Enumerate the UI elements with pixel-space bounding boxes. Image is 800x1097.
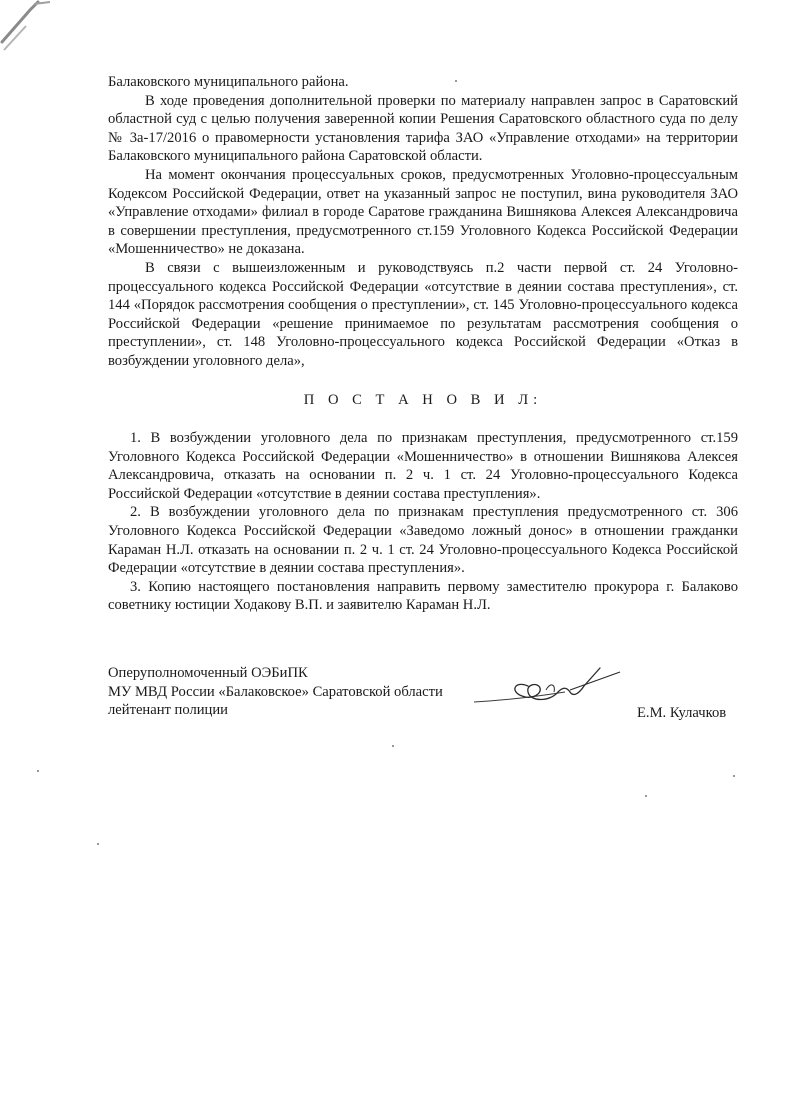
signer-position-line1: Оперуполномоченный ОЭБиПК (108, 665, 308, 681)
scan-speck (37, 770, 39, 772)
resolution-item: 3. Копию настоящего постановления направить первому заместителю прокурора г. Балаково советнику юстиции Ходакову В.П. и заявителю Караман Н.Л. (108, 578, 738, 614)
resolution-item: 1. В возбуждении уголовного дела по признакам преступления, предусмотренного ст.159 Уголовного Кодекса Российской Федерации «Мошенничество» в отношении Вишнякова Алексея Александровича, отказать на основании п. 2 ч. 1 ст. 24 Уголовно-процессуального Кодекса Российской Федерации «отсутствие в деянии состава преступления». (108, 430, 738, 502)
paragraph: Балаковского муниципального района. (108, 74, 349, 90)
scan-speck (97, 843, 99, 845)
handwritten-signature (470, 662, 640, 712)
scan-speck (392, 745, 394, 747)
paragraph: В ходе проведения дополнительной проверки по материалу направлен запрос в Саратовский областной суд с целью получения заверенной копии Решения Саратовского областного суда по делу № 3а-17/2016 о правомерности установления тарифа ЗАО «Управление отходами» на территории Балаковского муниципального района Саратовской области. (108, 92, 738, 165)
signer-rank: лейтенант полиции (108, 702, 228, 719)
scan-speck (455, 80, 457, 82)
signature-block (108, 664, 738, 720)
scan-speck (645, 795, 647, 797)
staple-mark-graphic (0, 0, 60, 70)
signer-name: Е.М. Кулачков (637, 705, 727, 721)
resolution-item: 2. В возбуждении уголовного дела по признакам преступления предусмотренного ст. 306 Уголовного Кодекса Российской Федерации «Заведомо ложный донос» в отношении гражданки Караман Н.Л. отказать на основании п. 2 ч. 1 ст. 24 Уголовно-процессуального Кодекса Российской Федерации «отсутствие в деянии состава преступления». (108, 504, 738, 577)
paragraph: На момент окончания процессуальных сроков, предусмотренных Уголовно-процессуальным Кодексом Российской Федерации, ответ на указанный запрос не поступил, вина руководителя ЗАО «Управление отходами» филиал в городе Саратове гражданина Вишнякова Алексея Александровича в совершении преступления, предусмотренного ст.159 Уголовного Кодекса Российской Федерации «Мошенничество» не доказана. (108, 166, 738, 258)
signer-position-line2: МУ МВД России «Балаковское» Саратовской области (108, 683, 443, 700)
scan-speck (733, 775, 735, 777)
document-body (108, 73, 738, 615)
paragraph: В связи с вышеизложенным и руководствуясь п.2 части первой ст. 24 Уголовно-процессуального кодекса Российской Федерации «отсутствие в деянии состава преступления», ст. 144 «Порядок рассмотрения сообщения о преступлении», ст. 145 Уголовно-процессуального кодекса Российской Федерации «решение принимаемое по результатам рассмотрения сообщения о преступлении», ст. 148 Уголовно-процессуального кодекса Российской Федерации «Отказ в возбуждении уголовного дела», (108, 259, 738, 369)
resolution-heading: П О С Т А Н О В И Л: (303, 391, 543, 408)
